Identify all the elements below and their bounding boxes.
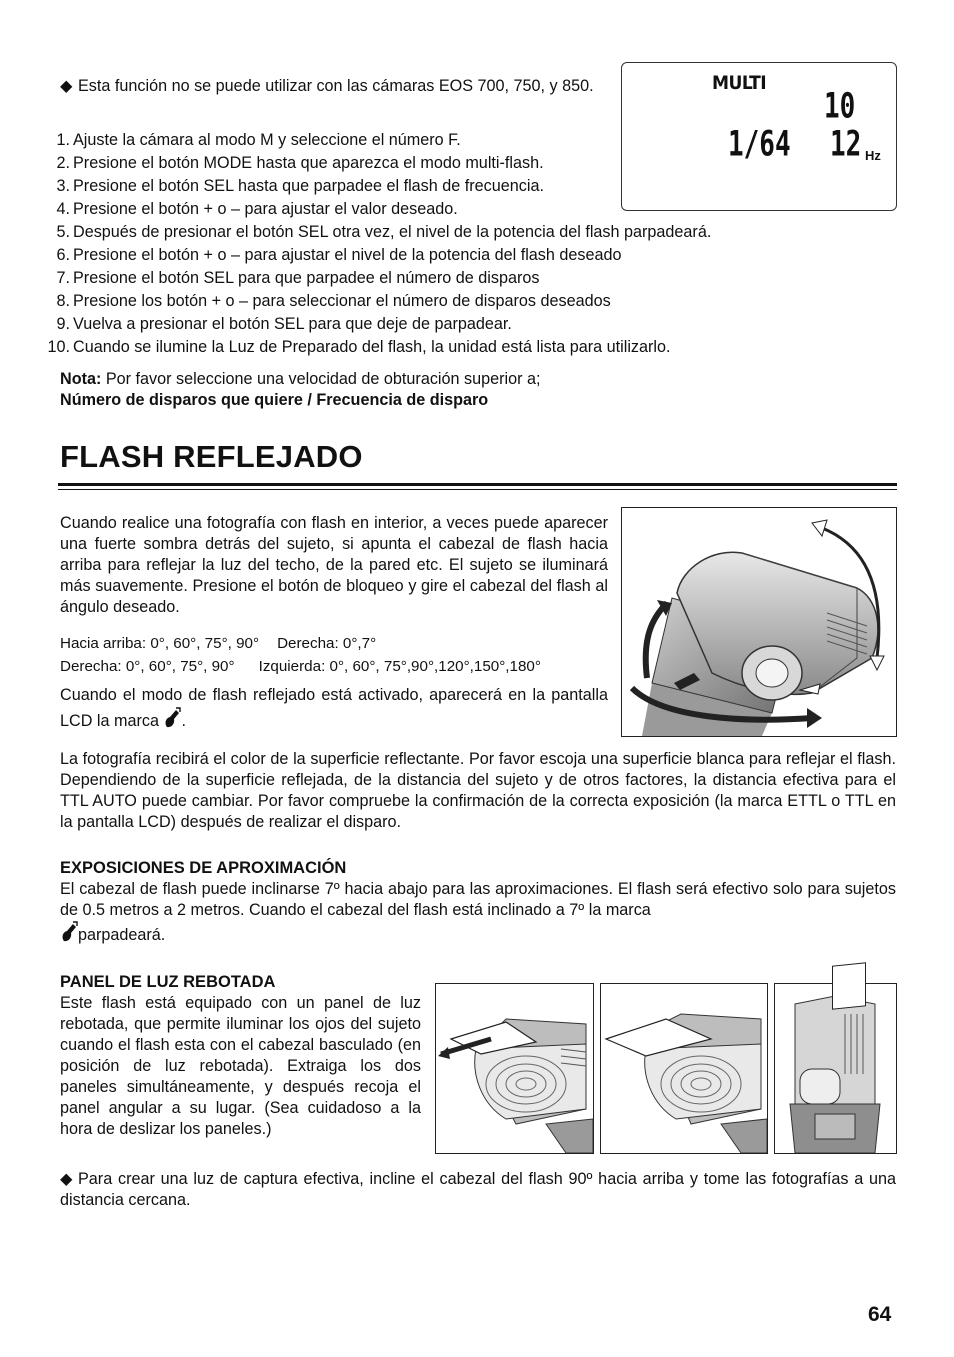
step-text: Vuelva a presionar el botón SEL para que deje de parpadear. (73, 315, 512, 333)
step-number: 2. (56, 154, 70, 172)
diamond-bullet-icon: ◆ (60, 77, 73, 95)
flash-rotation-figure (621, 507, 897, 737)
nota-label: Nota: (60, 370, 102, 388)
step-text: Presione el botón MODE hasta que aparezca el modo multi-flash. (73, 154, 544, 172)
bottom-note-text: Para crear una luz de captura efectiva, incline el cabezal del flash 90º hacia arriba y tome las fotografías a una distancia cercana. (60, 1170, 896, 1209)
lcd-freq-unit: Hz (865, 148, 881, 163)
list-item (44, 245, 711, 268)
panel-figure-2 (600, 983, 768, 1154)
step-text: Presione el botón SEL hasta que parpadee el flash de frecuencia. (73, 177, 544, 195)
step-number: 10. (47, 338, 70, 356)
lcd-power-value: 1/64 (728, 124, 791, 165)
list-item (44, 337, 711, 360)
nota-text: Por favor seleccione una velocidad de obturación superior a; (101, 370, 541, 388)
list-item (44, 222, 711, 245)
step-number: 8. (56, 292, 70, 310)
list-item (44, 176, 711, 199)
angles-right-short: Derecha: 0°,7° (277, 635, 377, 652)
step-text: Presione el botón SEL para que parpadee el número de disparos (73, 269, 540, 287)
angles-left: Izquierda: 0°, 60°, 75°,90°,120°,150°,180° (258, 658, 541, 675)
lcd-mark-end: . (181, 712, 186, 730)
panel-heading: PANEL DE LUZ REBOTADA (60, 973, 276, 991)
vertical-bounce-card (832, 962, 866, 1010)
closeup-paragraph (60, 879, 896, 946)
steps-list (44, 130, 711, 360)
panel-figure-1 (435, 983, 594, 1154)
lcd-count-value: 10 (824, 86, 856, 127)
list-item (44, 268, 711, 291)
flash-head-illustration (622, 508, 896, 736)
list-item (44, 291, 711, 314)
bounce-mark-icon (60, 921, 78, 943)
flash-panel-extended-illustration (436, 984, 593, 1153)
step-number: 5. (56, 223, 70, 241)
list-item (44, 153, 711, 176)
bottom-note (60, 1169, 896, 1211)
step-text: Presione los botón + o – para seleccionar el número de disparos deseados (73, 292, 611, 310)
lcd-display-figure (621, 62, 897, 211)
section-title: FLASH REFLEJADO (60, 439, 363, 474)
closeup-text: El cabezal de flash puede inclinarse 7º hacia abajo para las aproximaciones. El flash será efectivo solo para sujetos de 0.5 metros a 2 metros. Cuando el cabezal del flash está inclinado a 7º la marca (60, 880, 896, 919)
list-item (44, 130, 711, 153)
title-rule-thick (58, 483, 897, 486)
top-note (60, 76, 615, 97)
angles-up: Hacia arriba: 0°, 60°, 75°, 90° (60, 635, 260, 652)
step-text: Cuando se ilumine la Luz de Preparado del flash, la unidad está lista para utilizarlo. (73, 338, 671, 356)
list-item (44, 199, 711, 222)
intro-paragraph: Cuando realice una fotografía con flash en interior, a veces puede aparecer una fuerte sombra detrás del sujeto, si apunta el cabezal de flash hacia arriba para reflejar la luz del techo, de la pared etc. El sujeto se iluminará más suavemente. Presione el botón de bloqueo y gire el cabezal del flash al ángulo deseado. (60, 514, 608, 616)
panel-paragraph: Este flash está equipado con un panel de luz rebotada, que permite iluminar los ojos del sujeto cuando el flash esta con el cabezal basculado (en posición de luz rebotada). Extraiga los dos paneles simultáneamente, y después recoja el panel angular a su lugar. (Sea cuidadoso a la hora de deslizar los paneles.) (60, 994, 421, 1138)
step-text: Presione el botón + o – para ajustar el nivel de la potencia del flash deseado (73, 246, 622, 264)
lcd-mark-text: Cuando el modo de flash reflejado está activado, aparecerá en la pantalla LCD la marca (60, 686, 608, 730)
step-text: Ajuste la cámara al modo M y seleccione el número F. (73, 131, 461, 149)
diamond-bullet-icon: ◆ (60, 1170, 73, 1188)
bounce-mark-icon (163, 707, 181, 729)
step-text: Presione el botón + o – para ajustar el valor deseado. (73, 200, 458, 218)
step-number: 9. (56, 315, 70, 333)
top-note-text: Esta función no se puede utilizar con las cámaras EOS 700, 750, y 850. (78, 77, 594, 95)
angles-block (60, 632, 541, 678)
list-item (44, 314, 711, 337)
step-number: 3. (56, 177, 70, 195)
flash-panel-angled-illustration (601, 984, 767, 1153)
closeup-text-end: parpadeará. (78, 926, 166, 944)
step-number: 6. (56, 246, 70, 264)
lcd-freq-value: 12 (830, 124, 862, 165)
title-rule-thin (58, 489, 897, 490)
step-number: 4. (56, 200, 70, 218)
lcd-mark-paragraph (60, 683, 608, 733)
closeup-heading: EXPOSICIONES DE APROXIMACIÓN (60, 859, 347, 877)
angles-right: Derecha: 0°, 60°, 75°, 90° (60, 658, 235, 675)
step-text: Después de presionar el botón SEL otra vez, el nivel de la potencia del flash parpadeará. (73, 223, 712, 241)
page-number: 64 (868, 1303, 892, 1326)
nota-block (60, 369, 541, 411)
nota-formula: Número de disparos que quiere / Frecuencia de disparo (60, 391, 489, 409)
surface-paragraph: La fotografía recibirá el color de la superficie reflectante. Por favor escoja una superficie blanca para reflejar el flash. Dependiendo de la superficie reflejada, de la distancia del sujeto y de otros factores, la distancia efectiva para el TTL AUTO puede cambiar. Por favor compruebe la confirmación de la correcta exposición (la marca ETTL o TTL en la pantalla LCD) después de realizar el disparo. (60, 750, 896, 831)
step-number: 7. (56, 269, 70, 287)
step-number: 1. (56, 131, 70, 149)
lcd-mode-label: MULTI (712, 72, 767, 94)
